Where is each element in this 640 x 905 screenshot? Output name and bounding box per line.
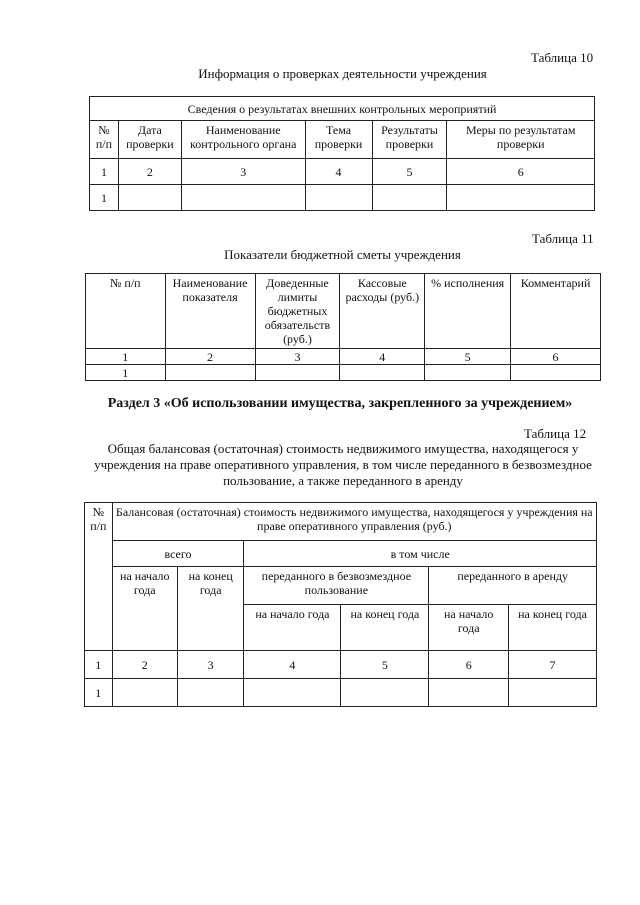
table-10-num: 6 [447,159,595,185]
table-10 [89,96,595,211]
table-10-col-measures: Меры по результатам проверки [447,121,595,159]
table-11-col-percent: % исполнения [425,274,511,349]
table-11-col-no: № п/п [86,274,166,349]
table-12-label: Таблица 12 [524,426,587,441]
table-12-header: Балансовая (остаточная) стоимость недвижимого имущества, находящегося у учреждения на праве оперативного управления (руб.) [112,503,596,541]
table-11-cell [255,365,340,381]
table-12-lease-end: на конец года [509,605,597,651]
table-11-label: Таблица 11 [532,231,594,246]
table-11-cell [511,365,601,381]
table-11-col-limits: Доведенные лимиты бюджетных обязательств (руб.) [255,274,340,349]
table-10-col-no: № п/п [90,121,119,159]
table-12-free-use: переданного в безвозмездное пользование [244,567,429,605]
table-11-num: 2 [165,349,255,365]
table-10-header: Сведения о результатах внешних контрольных мероприятий [90,97,595,121]
table-12-num: 5 [341,651,429,679]
table-12-free-end: на конец года [341,605,429,651]
table-12-cell [341,679,429,707]
table-11-cell [340,365,425,381]
table-10-num: 1 [90,159,119,185]
table-12-cell [509,679,597,707]
table-12-num: 7 [509,651,597,679]
table-12-end-year: на конец года [177,567,243,651]
table-11-cell [425,365,511,381]
table-10-num: 4 [305,159,372,185]
table-12-cell [177,679,243,707]
table-11-num: 3 [255,349,340,365]
table-11-num: 4 [340,349,425,365]
table-10-col-organ: Наименование контрольного органа [181,121,305,159]
table-11-col-name: Наименование показателя [165,274,255,349]
table-10-col-topic: Тема проверки [305,121,372,159]
table-12-title: Общая балансовая (остаточная) стоимость недвижимого имущества, находящегося у учреждения на праве оперативного управления, в том числе переданного в безвозмездное пользование, а также переданного в аренду [94,441,592,488]
table-11-title: Показатели бюджетной сметы учреждения [224,247,461,262]
table-12-num: 3 [177,651,243,679]
table-10-cell [372,185,447,211]
table-11-col-cash: Кассовые расходы (руб.) [340,274,425,349]
table-12-lease-start: на начало года [429,605,509,651]
table-12-cell [244,679,341,707]
table-10-num: 3 [181,159,305,185]
table-12-num: 6 [429,651,509,679]
table-11 [85,273,601,381]
table-10-num: 2 [118,159,181,185]
table-12-total: всего [112,541,244,567]
table-12 [84,502,597,707]
table-12-cell [112,679,177,707]
table-10-label: Таблица 10 [531,50,594,65]
table-11-row-1: 1 [86,365,166,381]
table-12-num: 2 [112,651,177,679]
table-11-num: 1 [86,349,166,365]
table-10-cell [181,185,305,211]
table-10-title: Информация о проверках деятельности учреждения [198,66,487,81]
table-10-col-results: Результаты проверки [372,121,447,159]
table-11-num: 6 [511,349,601,365]
table-12-num: 1 [85,651,113,679]
table-12-num: 4 [244,651,341,679]
table-12-cell [429,679,509,707]
table-11-cell [165,365,255,381]
table-12-free-start: на начало года [244,605,341,651]
table-10-num: 5 [372,159,447,185]
table-11-num: 5 [425,349,511,365]
table-11-col-comment: Комментарий [511,274,601,349]
table-12-col-no: № п/п [85,503,113,651]
table-10-cell [305,185,372,211]
table-12-including: в том числе [244,541,597,567]
table-12-row-1: 1 [85,679,113,707]
section-3-title: Раздел 3 «Об использовании имущества, закрепленного за учреждением» [107,396,573,411]
table-12-lease: переданного в аренду [429,567,597,605]
table-10-cell [447,185,595,211]
table-12-start-year: на начало года [112,567,177,651]
table-10-row-1: 1 [90,185,119,211]
table-10-cell [118,185,181,211]
table-10-col-date: Дата проверки [118,121,181,159]
